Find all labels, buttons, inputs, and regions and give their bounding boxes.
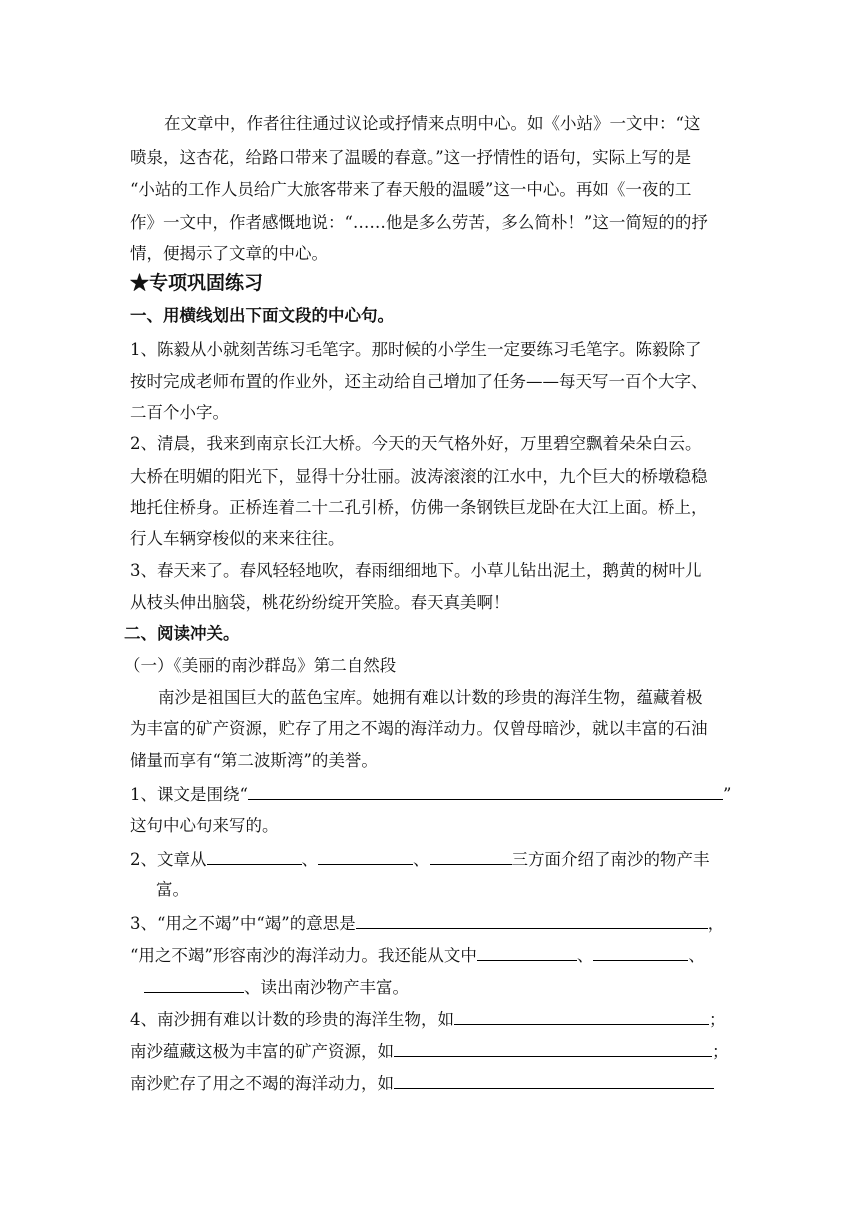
intro-line-3: “小站的工作人员给广大旅客带来了春天般的温暖”这一中心。再如《一夜的工 bbox=[130, 180, 692, 199]
question-4-prefix: 4、南沙拥有难以计数的珍贵的海洋生物，如 bbox=[130, 1010, 454, 1029]
part1-heading: 一、用横线划出下面文段的中心句。 bbox=[130, 306, 394, 325]
item3-line-2: 从枝头伸出脑袋，桃花纷纷绽开笑脸。春天真美啊！ bbox=[130, 593, 510, 612]
passage-line-3: 储量而享有“第二波斯湾”的美誉。 bbox=[130, 751, 378, 770]
question-4-blank-1[interactable] bbox=[454, 1006, 709, 1025]
question-4-line-3 bbox=[130, 1070, 714, 1096]
question-2-blank-1[interactable] bbox=[207, 846, 302, 865]
question-3-prefix: 3、“用之不竭”中“竭”的意思是 bbox=[130, 914, 356, 933]
question-3-middle: “用之不竭”形容南沙的海洋动力。我还能从文中 bbox=[130, 946, 477, 965]
question-4-semicolon-1: ； bbox=[709, 1010, 726, 1029]
question-2-line-2: 富。 bbox=[156, 880, 189, 899]
question-1-prefix: 1、课文是围绕“ bbox=[130, 785, 248, 804]
question-4-blank-3[interactable] bbox=[394, 1070, 714, 1089]
question-4-line-1 bbox=[130, 1006, 726, 1032]
item2-line-2: 大桥在明媚的阳光下，显得十分壮丽。波涛滚滚的江水中，九个巨大的桥墩稳稳 bbox=[130, 467, 708, 486]
question-1-close-quote: ” bbox=[722, 785, 732, 804]
item1-line-1: 1、陈毅从小就刻苦练习毛笔字。那时候的小学生一定要练习毛笔字。陈毅除了 bbox=[130, 340, 702, 359]
question-3-blank-2[interactable] bbox=[593, 942, 688, 961]
question-4-blank-2[interactable] bbox=[394, 1038, 712, 1057]
passage-line-1: 南沙是祖国巨大的蓝色宝库。她拥有难以计数的珍贵的海洋生物，蕴藏着极 bbox=[158, 688, 703, 707]
question-1-line-1 bbox=[130, 781, 731, 807]
item2-line-1: 2、清晨，我来到南京长江大桥。今天的天气格外好，万里碧空飘着朵朵白云。 bbox=[130, 434, 702, 453]
question-2-blank-2[interactable] bbox=[318, 846, 413, 865]
passage-subtitle: （一）《美丽的南沙群岛》第二自然段 bbox=[124, 656, 397, 675]
section-title: ★专项巩固练习 bbox=[130, 272, 264, 294]
item1-line-3: 二百个小字。 bbox=[130, 403, 229, 422]
question-4-middle: 南沙蕴藏这极为丰富的矿产资源，如 bbox=[130, 1042, 394, 1061]
question-2-suffix: 三方面介绍了南沙的物产丰 bbox=[511, 850, 710, 869]
question-2-separator-1: 、 bbox=[301, 850, 318, 869]
question-4-suffix: 南沙贮存了用之不竭的海洋动力，如 bbox=[130, 1074, 394, 1093]
question-3-line-3 bbox=[144, 974, 409, 1000]
question-3-blank-3[interactable] bbox=[144, 974, 244, 993]
question-2-separator-2: 、 bbox=[413, 850, 430, 869]
item2-line-4: 行人车辆穿梭似的来来往往。 bbox=[130, 529, 345, 548]
question-2-line-1 bbox=[130, 846, 710, 872]
question-4-line-2 bbox=[130, 1038, 729, 1064]
part2-heading: 二、阅读冲关。 bbox=[124, 624, 240, 643]
item1-line-2: 按时完成老师布置的作业外，还主动给自己增加了任务——每天写一百个大字、 bbox=[130, 372, 708, 391]
question-2-blank-3[interactable] bbox=[430, 846, 512, 865]
intro-line-5: 情，便揭示了文章的中心。 bbox=[130, 244, 328, 263]
item2-line-3: 地托住桥身。正桥连着二十二孔引桥，仿佛一条钢铁巨龙卧在大江上面。桥上， bbox=[130, 498, 708, 517]
question-3-blank-1[interactable] bbox=[477, 942, 577, 961]
question-3-separator-2: 、 bbox=[688, 946, 705, 965]
question-3-line-1 bbox=[130, 910, 724, 936]
question-3-separator-1: 、 bbox=[576, 946, 594, 965]
passage-line-2: 为丰富的矿产资源，贮存了用之不竭的海洋动力。仅曾母暗沙，就以丰富的石油 bbox=[130, 719, 708, 738]
question-2-prefix: 2、文章从 bbox=[130, 850, 207, 869]
question-3-suffix: 、读出南沙物产丰富。 bbox=[244, 978, 409, 997]
intro-line-1: 在文章中，作者往往通过议论或抒情来点明中心。如《小站》一文中：“这 bbox=[164, 114, 701, 133]
question-3-comma: ， bbox=[707, 914, 725, 933]
question-1-line-2: 这句中心句来写的。 bbox=[130, 816, 279, 835]
intro-line-4: 作》一文中，作者感慨地说：“……他是多么劳苦，多么简朴！”这一简短的的抒 bbox=[130, 213, 708, 232]
intro-line-2: 喷泉，这杏花，给路口带来了温暖的春意。”这一抒情性的语句，实际上写的是 bbox=[130, 148, 692, 167]
question-3-meaning-blank[interactable] bbox=[356, 910, 708, 929]
question-4-semicolon-2: ； bbox=[712, 1042, 729, 1061]
item3-line-1: 3、春天来了。春风轻轻地吹，春雨细细地下。小草儿钻出泥土，鹅黄的树叶儿 bbox=[130, 561, 702, 580]
question-3-line-2 bbox=[130, 942, 705, 968]
question-1-answer-blank[interactable] bbox=[248, 781, 723, 800]
